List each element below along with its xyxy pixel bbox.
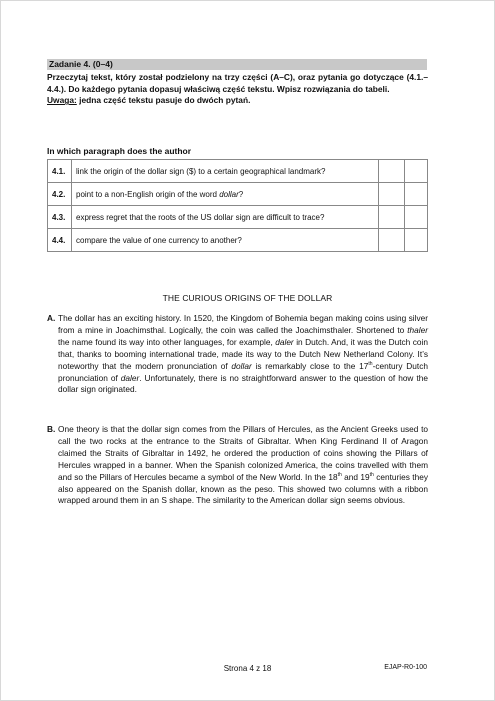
question-number: 4.2.	[48, 183, 72, 206]
question-text-part: ?	[238, 189, 244, 199]
task-header: Zadanie 4. (0–4)	[47, 59, 427, 70]
question-row	[48, 160, 428, 183]
text-superscript: th	[337, 471, 342, 478]
article-title: THE CURIOUS ORIGINS OF THE DOLLAR	[162, 293, 333, 303]
question-number: 4.3.	[48, 206, 72, 229]
paragraph-letter: A.	[47, 313, 56, 323]
instructions-text: Przeczytaj tekst, który został podzielony na trzy części (A–C), oraz pytania go dotyczące (4.1.–4.4.). Do każdego pytania dopasuj właściwą część tekstu. Wpisz rozwiązania do tabeli.	[47, 72, 428, 94]
text-superscript: th	[368, 360, 373, 367]
question-text-part: compare the value of one currency to another?	[76, 235, 242, 245]
question-text	[72, 160, 379, 183]
score-box	[405, 183, 428, 206]
question-text-part: point to a non-English origin of the word	[76, 189, 220, 199]
text-run: centuries they also appeared on the Spanish dollar, known as the peso. This showed two columns with a ribbon wrapped around them in an S shape. The similarity to the American dollar sign seems obvious.	[58, 471, 428, 506]
paragraph-b	[47, 424, 428, 507]
paragraph-text	[58, 424, 428, 507]
answer-box[interactable]	[379, 229, 405, 252]
note-line	[47, 95, 428, 107]
question-intro: In which paragraph does the author	[47, 146, 192, 156]
text-italic: daler	[275, 336, 294, 347]
text-italic: daler	[120, 372, 140, 383]
questions-table	[47, 159, 428, 252]
text-run: The dollar has an exciting history. In 1520, the Kingdom of Bohemia began making coins using silver from a mine in Joachimsthal. Logically, the coin was called the Joachimsthaler. Shortened to	[58, 313, 428, 335]
question-text	[72, 206, 379, 229]
question-text-italic: dollar	[219, 189, 239, 199]
question-number: 4.4.	[48, 229, 72, 252]
question-row	[48, 183, 428, 206]
score-box	[405, 229, 428, 252]
text-run: in Dutch. And, it was the Dutch coin that, thanks to booming international trade, made its way to the Dutch New Netherland Colony. It’s noteworthy that the modern pronunciation of	[58, 336, 429, 371]
text-italic: dollar	[231, 360, 252, 371]
instructions-block	[47, 72, 428, 107]
question-number: 4.1.	[48, 160, 72, 183]
answer-box[interactable]	[379, 183, 405, 206]
text-run: and 19	[341, 471, 370, 482]
text-run: One theory is that the dollar sign comes from the Pillars of Hercules, as the Ancient Greeks used to call the two rocks at the entrance to the Straits of Gibraltar. When King Ferdinand II of Aragon claimed the Straits of Gibraltar in 1492, he ordered the production of coins showing the Pillars of Hercules wrapped in a banner. When the Spanish colonized America, the coins travelled with them and so the Pillars of Hercules became a symbol of the New World. In the 18	[58, 424, 428, 482]
text-run: is remarkably close to the 17	[251, 360, 369, 371]
exam-code: EJAP-R0-100	[384, 664, 427, 671]
question-text-part: express regret that the roots of the US dollar sign are difficult to trace?	[76, 212, 325, 222]
text-superscript: th	[369, 471, 374, 478]
paragraph-a	[47, 313, 428, 396]
text-italic: thaler	[407, 324, 428, 335]
note-label: Uwaga:	[47, 95, 77, 106]
question-text-part: link the origin of the dollar sign ($) to a certain geographical landmark?	[76, 166, 326, 176]
score-box	[405, 206, 428, 229]
paragraph-text	[58, 313, 428, 396]
score-box	[405, 160, 428, 183]
page-number: Strona 4 z 18	[223, 664, 272, 673]
question-row	[48, 229, 428, 252]
text-run: -century Dutch pronunciation of	[58, 360, 428, 383]
answer-box[interactable]	[379, 160, 405, 183]
question-text	[72, 183, 379, 206]
paragraph-letter: B.	[47, 424, 56, 434]
answer-box[interactable]	[379, 206, 405, 229]
text-run: . Unfortunately, there is no straightforward answer to the question of how the dollar sign originated.	[58, 372, 428, 395]
question-row	[48, 206, 428, 229]
note-text: jedna część tekstu pasuje do dwóch pytań.	[76, 95, 251, 106]
text-run: the name found its way into other languages, for example,	[58, 336, 276, 347]
question-text	[72, 229, 379, 252]
